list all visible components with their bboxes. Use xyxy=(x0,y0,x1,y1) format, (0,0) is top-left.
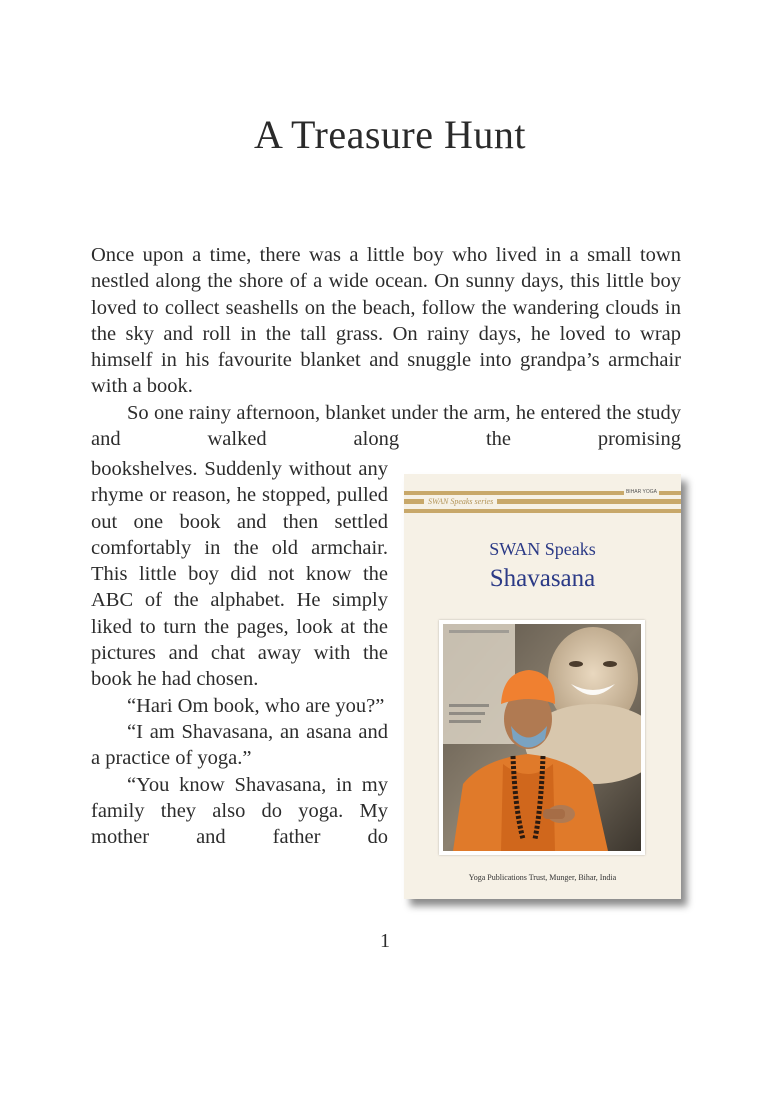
cover-photo xyxy=(443,624,641,851)
page-title: A Treasure Hunt xyxy=(254,112,526,157)
paragraph: bookshelves. Suddenly without any rhyme or reason, he stopped, pulled out one book and then settled comfortably in the old armchair. This little boy did not know the ABC of the alphabet. He simply liked to turn the pages, look at the pictures and chat away with the book he had chosen. xyxy=(91,458,388,691)
paragraph: So one rainy afternoon, blanket under the arm, he entered the study and walked along the promising xyxy=(91,401,681,451)
text-block-beside-image xyxy=(91,456,388,850)
publisher-line: Yoga Publications Trust, Munger, Bihar, India xyxy=(468,873,617,882)
text-block-full-width xyxy=(91,242,681,452)
swami-photo-illustration xyxy=(443,624,641,851)
cover-series-title: SWAN Speaks xyxy=(489,539,596,559)
cover-photo-frame xyxy=(439,620,645,855)
cover-book-title: Shavasana xyxy=(489,565,596,592)
band-stripe xyxy=(404,509,681,513)
series-band xyxy=(404,487,681,517)
book-cover-image xyxy=(404,474,681,899)
paragraph: “I am Shavasana, an asana and a practice of yoga.” xyxy=(91,720,388,770)
paragraph: Once upon a time, there was a little boy who lived in a small town nestled along the shore of a wide ocean. On sunny days, this little boy loved to collect seashells on the beach, follow the wandering clouds in the sky and roll in the tall grass. On rainy days, he loved to wrap himself in his favourite blanket and snuggle into grandpa’s armchair with a book. xyxy=(91,244,681,398)
paragraph: “You know Shavasana, in my family they also do yoga. My mother and father do xyxy=(91,773,388,849)
publisher-logo-label: BIHAR YOGA xyxy=(625,489,657,495)
paragraph: “Hari Om book, who are you?” xyxy=(127,694,385,717)
series-label: SWAN Speaks series xyxy=(424,496,497,507)
page-number: 1 xyxy=(380,930,390,952)
